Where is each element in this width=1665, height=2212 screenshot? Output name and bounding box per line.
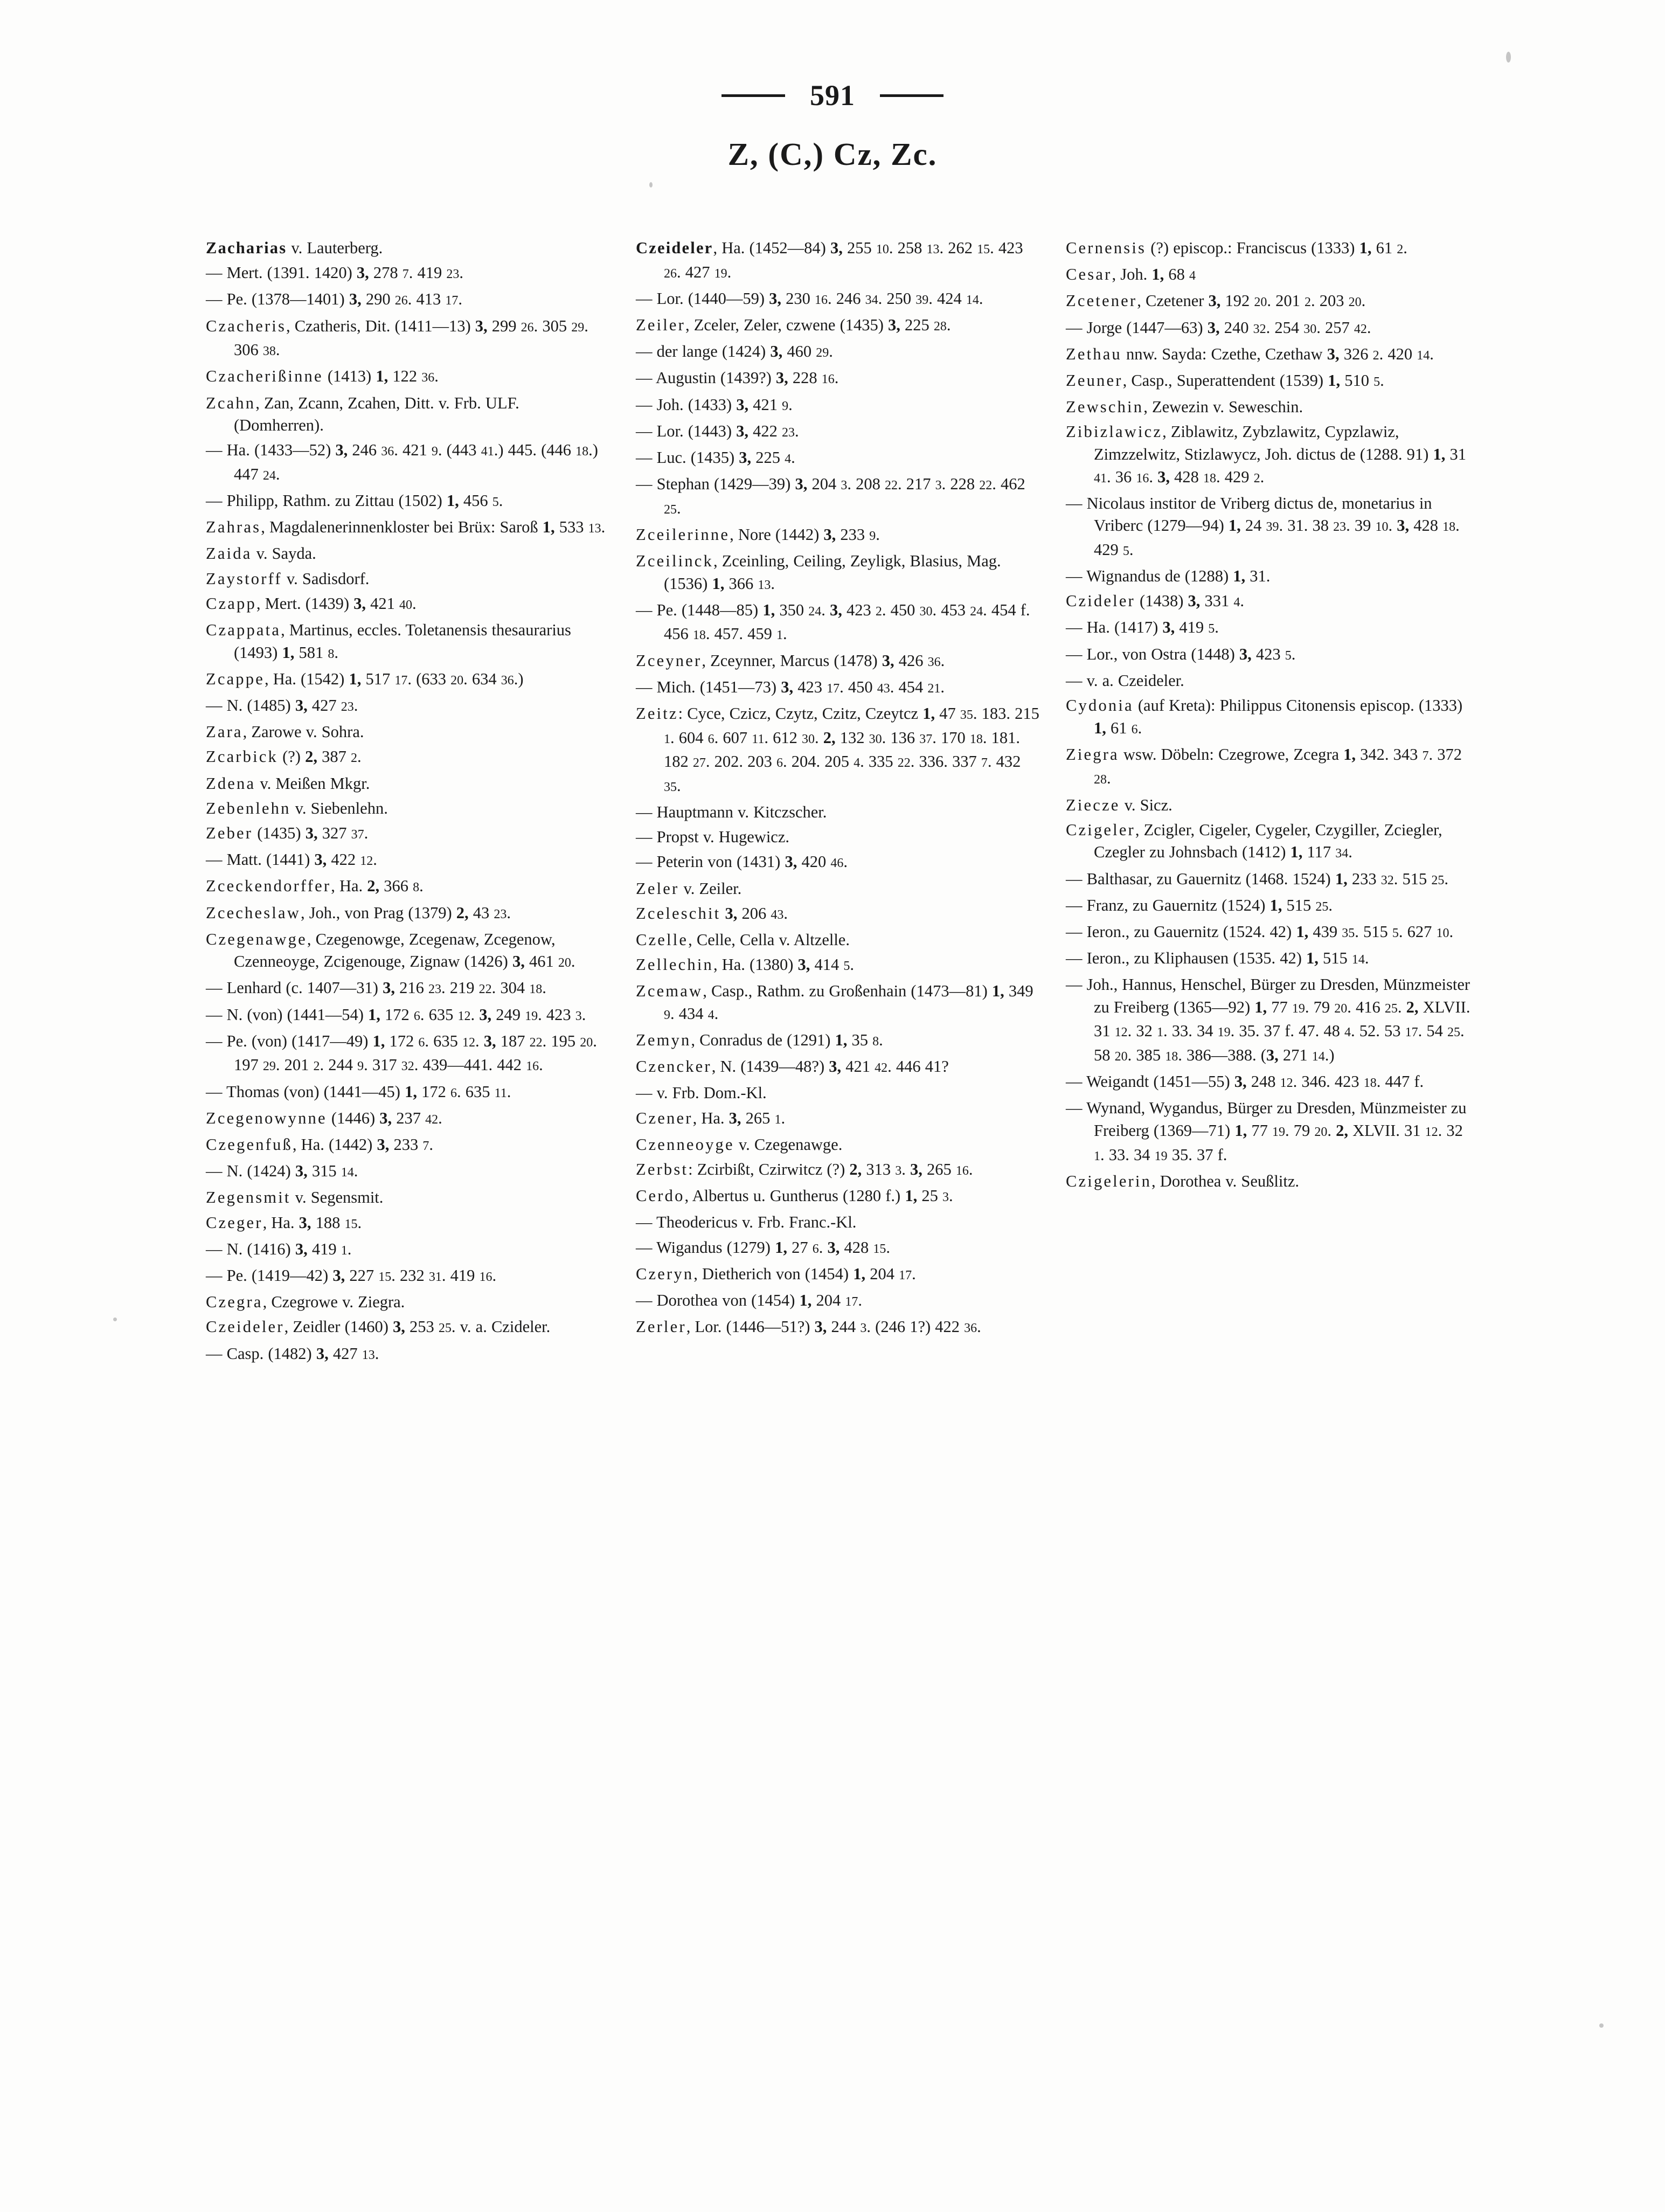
index-entry: Zellechin, Ha. (1380) 3, 414 5. <box>636 955 854 974</box>
index-entry: — Joh., Hannus, Henschel, Bürger zu Dresden, Münzmeister zu Freiberg (1365—92) 1, 77 19. 79 20. 416 25. 2, XLVII. 31 12. 32 1. 33. 34 19. 35. 37 f. 47. 48 4. 52. 53 17. 54 25. 58 20. 385 18. 386—388. (3, 271 14.) <box>1066 975 1470 1065</box>
index-entry: Cernensis (?) episcop.: Franciscus (1333) 1, 61 2. <box>1066 239 1407 257</box>
index-entry: Zibizlawicz, Ziblawitz, Zybzlawitz, Cypzlawiz, Zimzzelwitz, Stizlawycz, Joh. dictus de (1288. 91) 1, 31 41. 36 16. 3, 428 18. 429 2. <box>1066 422 1466 486</box>
rule-right-icon <box>880 94 944 97</box>
index-entry: — Mert. (1391. 1420) 3, 278 7. 419 23. <box>206 264 463 282</box>
index-entry: — Franz, zu Gauernitz (1524) 1, 515 25. <box>1066 896 1333 914</box>
index-entry: Zewschin, Zewezin v. Seweschin. <box>1066 398 1303 417</box>
index-entry: Zdena v. Meißen Mkgr. <box>206 774 370 793</box>
index-entry: Czeideler, Ha. (1452—84) 3, 255 10. 258 13. 262 15. 423 26. 427 19. <box>636 239 1023 281</box>
index-entry: — Wynand, Wygandus, Bürger zu Dresden, Münzmeister zu Freiberg (1369—71) 1, 77 19. 79 20. 2, XLVII. 31 12. 32 1. 33. 34 19 35. 37 f. <box>1066 1099 1467 1164</box>
index-entry: Zcecheslaw, Joh., von Prag (1379) 2, 43 23. <box>206 903 511 922</box>
index-entry: Zceleschit 3, 206 43. <box>636 904 788 923</box>
index-entry: — Luc. (1435) 3, 225 4. <box>636 448 795 467</box>
index-entry: — Augustin (1439?) 3, 228 16. <box>636 369 839 387</box>
index-entry: Czegenfuß, Ha. (1442) 3, 233 7. <box>206 1135 433 1154</box>
scan-speck <box>1506 52 1511 63</box>
index-entry: — Propst v. Hugewicz. <box>636 828 789 847</box>
index-entry: Zaystorff v. Sadisdorf. <box>206 569 370 588</box>
index-entry: — Weigandt (1451—55) 3, 248 12. 346. 423 18. 447 f. <box>1066 1072 1424 1091</box>
index-entry: Zeler v. Zeiler. <box>636 879 742 898</box>
rule-left-icon <box>722 94 785 97</box>
index-entry: — Pe. (1378—1401) 3, 290 26. 413 17. <box>206 290 462 309</box>
index-entry: Zceilinck, Zceinling, Ceiling, Zeyligk, Blasius, Mag. (1536) 1, 366 13. <box>636 552 1001 593</box>
index-entry: Zeiler, Zceler, Zeler, czwene (1435) 3, 225 28. <box>636 315 951 334</box>
index-entry: Czideler (1438) 3, 331 4. <box>1066 592 1244 611</box>
index-entry: Czegra, Czegrowe v. Ziegra. <box>206 1293 405 1312</box>
scan-speck <box>113 1318 117 1321</box>
scan-speck <box>1599 2023 1604 2028</box>
index-column-3 <box>1066 237 1471 1369</box>
index-entry: Czencker, N. (1439—48?) 3, 421 42. 446 41? <box>636 1057 949 1076</box>
index-entry: Zcetener, Czetener 3, 192 20. 201 2. 203 20. <box>1066 292 1366 310</box>
index-entry: — Ieron., zu Kliphausen (1535. 42) 1, 515 14. <box>1066 949 1369 968</box>
index-entry: — Lenhard (c. 1407—31) 3, 216 23. 219 22. 304 18. <box>206 979 546 997</box>
index-column-1 <box>206 237 611 1369</box>
index-entry: Zeitz: Cyce, Czicz, Czytz, Czitz, Czeytcz 1, 47 35. 183. 215 1. 604 6. 607 11. 612 30. 2, 132 30. 136 37. 170 18. 181. 182 27. 202. 203 6. 204. 205 4. 335 22. 336. 337 7. 432 35. <box>636 704 1039 795</box>
index-entry: Zcahn, Zan, Zcann, Zcahen, Ditt. v. Frb. ULF. (Domherren). <box>206 393 519 435</box>
index-entry: — Lor. (1440—59) 3, 230 16. 246 34. 250 39. 424 14. <box>636 289 983 308</box>
running-head <box>0 81 1665 110</box>
index-entry: — N. (1485) 3, 427 23. <box>206 696 358 715</box>
index-entry: — Jorge (1447—63) 3, 240 32. 254 30. 257 42. <box>1066 318 1371 337</box>
index-entry: Zaida v. Sayda. <box>206 544 316 563</box>
index-entry: — Pe. (1448—85) 1, 350 24. 3, 423 2. 450 30. 453 24. 454 f. 456 18. 457. 459 1. <box>636 600 1030 643</box>
index-entry: — v. Frb. Dom.-Kl. <box>636 1084 767 1102</box>
index-entry: — Thomas (von) (1441—45) 1, 172 6. 635 11. <box>206 1082 511 1101</box>
index-entry: — Peterin von (1431) 3, 420 46. <box>636 852 848 871</box>
index-entry: Zcappe, Ha. (1542) 1, 517 17. (633 20. 634 36.) <box>206 669 524 688</box>
index-entry: Zeber (1435) 3, 327 37. <box>206 823 369 842</box>
index-entry: Czenneoyge v. Czegenawge. <box>636 1135 843 1154</box>
index-entry: — Lor., von Ostra (1448) 3, 423 5. <box>1066 644 1296 663</box>
index-entry: Zceilerinne, Nore (1442) 3, 233 9. <box>636 525 880 544</box>
index-entry: — Pe. (von) (1417—49) 1, 172 6. 635 12. 3, 187 22. 195 20. 197 29. 201 2. 244 9. 317 32. 439—441. 442 16. <box>206 1031 597 1074</box>
index-entry: Zcarbick (?) 2, 387 2. <box>206 747 362 766</box>
index-entry: — Dorothea von (1454) 1, 204 17. <box>636 1291 863 1309</box>
index-entry: Zemyn, Conradus de (1291) 1, 35 8. <box>636 1031 883 1050</box>
index-entry: Czener, Ha. 3, 265 1. <box>636 1108 786 1127</box>
scan-speck <box>649 182 653 188</box>
index-entry: Zerbst: Zcirbißt, Czirwitcz (?) 2, 313 3. 3, 265 16. <box>636 1160 973 1178</box>
page-title: Z, (C,) Cz, Zc. <box>727 136 938 172</box>
index-entry: — Ieron., zu Gauernitz (1524. 42) 1, 439 35. 515 5. 627 10. <box>1066 922 1454 941</box>
index-entry: Czigelerin, Dorothea v. Seußlitz. <box>1066 1171 1300 1190</box>
index-entry: Cydonia (auf Kreta): Philippus Citonensis episcop. (1333) 1, 61 6. <box>1066 696 1463 737</box>
index-entry: Czapp, Mert. (1439) 3, 421 40. <box>206 594 417 613</box>
index-entry: Zceyner, Zceynner, Marcus (1478) 3, 426 36. <box>636 651 945 670</box>
index-entry: Cesar, Joh. 1, 68 4 <box>1066 265 1196 284</box>
index-entry: — N. (von) (1441—54) 1, 172 6. 635 12. 3, 249 19. 423 3. <box>206 1005 586 1024</box>
index-entry: Zegensmit v. Segensmit. <box>206 1188 384 1207</box>
index-entry: — Lor. (1443) 3, 422 23. <box>636 421 799 440</box>
index-entry: — Nicolaus institor de Vriberg dictus de, monetarius in Vriberc (1279—94) 1, 24 39. 31. 38 23. 39 10. 3, 428 18. 429 5. <box>1066 494 1460 559</box>
index-entry: Czeryn, Dietherich von (1454) 1, 204 17. <box>636 1264 916 1283</box>
index-entry: Czacherißinne (1413) 1, 122 36. <box>206 367 439 386</box>
index-entry: — Ha. (1433—52) 3, 246 36. 421 9. (443 41.) 445. (446 18.) 447 24. <box>206 441 598 483</box>
index-entry: Zahras, Magdalenerinnenkloster bei Brüx: Saroß 1, 533 13. <box>206 518 606 537</box>
index-entry: — der lange (1424) 3, 460 29. <box>636 342 833 361</box>
index-entry: Czeideler, Zeidler (1460) 3, 253 25. v. a. Czideler. <box>206 1318 551 1336</box>
index-entry: — N. (1416) 3, 419 1. <box>206 1239 352 1258</box>
index-entry: Czeger, Ha. 3, 188 15. <box>206 1213 362 1232</box>
index-entry: Czigeler, Zcigler, Cigeler, Cygeler, Czygiller, Zciegler, Czegler zu Johnsbach (1412) 1, 117 34. <box>1066 820 1442 862</box>
index-entry: Zara, Zarowe v. Sohra. <box>206 723 364 741</box>
index-entry: Zcemaw, Casp., Rathm. zu Großenhain (1473—81) 1, 349 9. 434 4. <box>636 982 1033 1023</box>
index-column-2 <box>636 237 1041 1369</box>
index-entry: Zacharias v. Lauterberg. <box>206 239 383 257</box>
index-entry: Zethau nnw. Sayda: Czethe, Czethaw 3, 326 2. 420 14. <box>1066 344 1434 363</box>
index-entry: Czegenawge, Czegenowge, Zcegenaw, Zcegenow, Czenneoyge, Zcigenouge, Zignaw (1426) 3, 461 20. <box>206 930 575 971</box>
index-entry: — Ha. (1417) 3, 419 5. <box>1066 618 1219 637</box>
index-entry: Zebenlehn v. Siebenlehn. <box>206 799 388 817</box>
index-entry: — Wignandus de (1288) 1, 31. <box>1066 567 1271 586</box>
index-entry: — Theodericus v. Frb. Franc.-Kl. <box>636 1213 857 1232</box>
index-entry: Zceckendorffer, Ha. 2, 366 8. <box>206 877 424 896</box>
index-entry: Czelle, Celle, Cella v. Altzelle. <box>636 930 850 949</box>
index-entry: — Philipp, Rathm. zu Zittau (1502) 1, 456 5. <box>206 491 503 510</box>
index-entry: — Balthasar, zu Gauernitz (1468. 1524) 1, 233 32. 515 25. <box>1066 869 1448 888</box>
index-entry: Ziecze v. Sicz. <box>1066 795 1173 814</box>
index-entry: — v. a. Czeideler. <box>1066 671 1184 690</box>
index-entry: — N. (1424) 3, 315 14. <box>206 1162 358 1181</box>
index-entry: — Hauptmann v. Kitczscher. <box>636 802 827 821</box>
index-entry: — Stephan (1429—39) 3, 204 3. 208 22. 217 3. 228 22. 462 25. <box>636 475 1025 517</box>
index-entry: Czappata, Martinus, eccles. Toletanensis thesaurarius (1493) 1, 581 8. <box>206 621 571 662</box>
index-entry: — Wigandus (1279) 1, 27 6. 3, 428 15. <box>636 1238 890 1257</box>
index-entry: Czacheris, Czatheris, Dit. (1411—13) 3, 299 26. 305 29. 306 38. <box>206 316 588 359</box>
index-entry: — Casp. (1482) 3, 427 13. <box>206 1344 379 1363</box>
index-columns <box>206 237 1472 1369</box>
index-entry: — Matt. (1441) 3, 422 12. <box>206 850 377 869</box>
index-entry: Zeuner, Casp., Superattendent (1539) 1, 510 5. <box>1066 371 1384 390</box>
index-entry: — Mich. (1451—73) 3, 423 17. 450 43. 454 21. <box>636 677 945 696</box>
index-entry: Zcegenowynne (1446) 3, 237 42. <box>206 1108 442 1127</box>
index-entry: Ziegra wsw. Döbeln: Czegrowe, Zcegra 1, 342. 343 7. 372 28. <box>1066 745 1462 788</box>
index-entry: — Joh. (1433) 3, 421 9. <box>636 395 793 414</box>
page-folio-number: 591 <box>810 79 855 112</box>
index-entry: Cerdo, Albertus u. Guntherus (1280 f.) 1, 25 3. <box>636 1187 953 1205</box>
index-entry: Zerler, Lor. (1446—51?) 3, 244 3. (246 1?) 422 36. <box>636 1318 981 1336</box>
index-entry: — Pe. (1419—42) 3, 227 15. 232 31. 419 16. <box>206 1266 497 1285</box>
